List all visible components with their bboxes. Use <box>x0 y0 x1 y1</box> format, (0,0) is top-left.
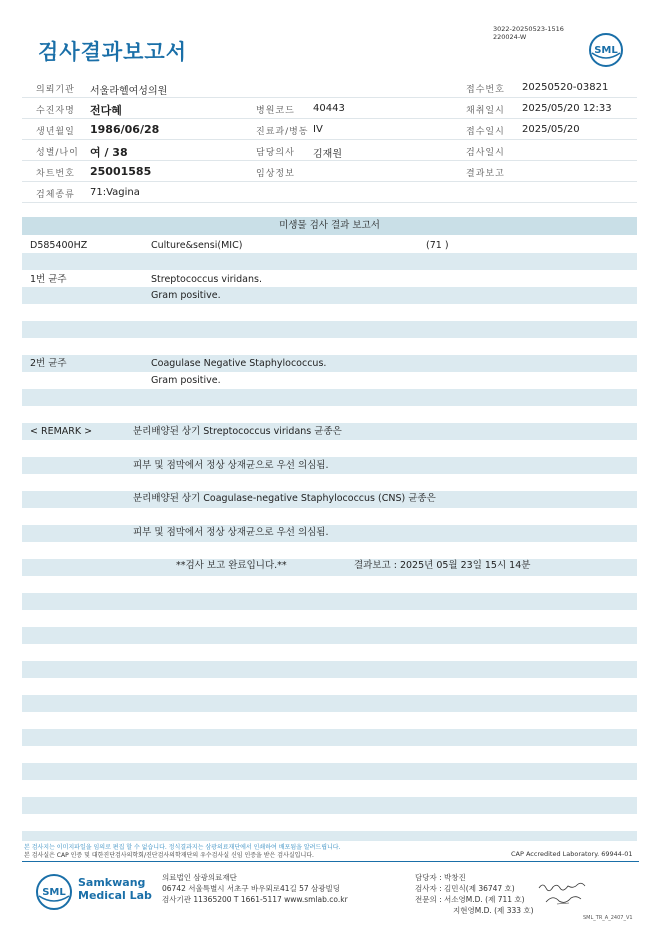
organism1-label: 1번 균주 <box>30 274 67 285</box>
clinical-info-label: 임상정보 <box>256 169 295 179</box>
organism2-name: Coagulase Negative Staphylococcus. <box>151 358 327 369</box>
remark-line: 분리배양된 상기 Coagulase-negative Staphylococcus (CNS) 균종은 <box>133 493 436 504</box>
staff-specialist: 전문의 : 서소영M.D. (제 711 호) <box>415 895 525 904</box>
test-number: (71 ) <box>426 240 449 251</box>
completion-notice: **검사 보고 완료입니다.** <box>176 560 287 571</box>
lab-contact: 검사기관 11365200 T 1661-5117 www.smlab.co.kr <box>162 895 348 904</box>
department-value: IV <box>313 124 323 135</box>
form-code: SML_TR_A_2407_V1 <box>583 915 633 921</box>
signature-icon <box>543 892 583 906</box>
brand-line2: Medical Lab <box>78 889 152 902</box>
info-row <box>22 183 637 203</box>
band-row <box>22 525 637 542</box>
band-row <box>22 763 637 780</box>
band-row <box>22 729 637 746</box>
band-row <box>22 253 637 270</box>
sml-logo-icon <box>589 33 623 67</box>
receipt-number-value: 20250520-03821 <box>522 82 609 93</box>
staff-manager: 담당자 : 박창진 <box>415 873 466 882</box>
accreditation-note: 본 검사실은 CAP 인증 및 대한진단검사의학회/진단검사의학재단의 우수검사실 신임 인증을 받은 검사실입니다. <box>24 852 314 859</box>
doctor-value: 김재원 <box>313 149 342 160</box>
band-row <box>22 559 637 576</box>
band-row <box>22 389 637 406</box>
sml-footer-logo-text: SML <box>42 887 66 898</box>
organism2-label: 2번 균주 <box>30 358 67 369</box>
chart-number-value: 25001585 <box>90 165 152 178</box>
report-label: 결과보고 <box>466 169 505 179</box>
birth-date-label: 생년월일 <box>36 127 75 137</box>
sml-logo-text: SML <box>594 45 618 56</box>
section-header: 미생물 검사 결과 보고서 <box>22 217 637 235</box>
receipt-number-label: 접수번호 <box>466 85 505 95</box>
document-id-line2: 220024-W <box>493 33 527 41</box>
info-row <box>22 162 637 182</box>
department-label: 진료과/병동 <box>256 127 309 137</box>
organism1-name: Streptococcus viridans. <box>151 274 262 285</box>
remark-label: < REMARK > <box>30 426 93 437</box>
remark-line: 피부 및 점막에서 정상 상재균으로 우선 의심됨. <box>133 460 329 471</box>
specimen-value: 71:Vagina <box>90 187 140 198</box>
info-row <box>22 99 637 119</box>
disclaimer-note: 본 검사지는 이미지파일을 임의로 편집 할 수 없습니다. 정식결과지는 삼광의료재단에서 인쇄하여 배포됨을 알려드립니다. <box>24 844 341 851</box>
lab-address-block <box>162 872 348 905</box>
exam-date-label: 검사일시 <box>466 148 505 158</box>
doctor-label: 담당의사 <box>256 148 295 158</box>
band-row <box>22 593 637 610</box>
institution-value: 서울라헬여성의원 <box>90 86 168 97</box>
document-id <box>493 25 564 41</box>
institution-label: 의뢰기관 <box>36 85 75 95</box>
sml-footer-logo-icon <box>36 874 72 910</box>
organism1-gram: Gram positive. <box>151 290 221 301</box>
remark-line: 분리배양된 상기 Streptococcus viridans 균종은 <box>133 426 342 437</box>
test-name: Culture&sensi(MIC) <box>151 240 243 251</box>
lab-address: 06742 서울특별시 서초구 바우뫼로41길 57 삼광빌딩 <box>162 884 341 893</box>
organism2-gram: Gram positive. <box>151 375 221 386</box>
receipt-date-label: 접수일시 <box>466 127 505 137</box>
test-code: D585400HZ <box>30 240 88 251</box>
info-row <box>22 141 637 161</box>
band-row <box>22 797 637 814</box>
specimen-label: 검체종류 <box>36 190 75 200</box>
staff-block <box>415 872 534 916</box>
receipt-date-value: 2025/05/20 <box>522 124 580 135</box>
hospital-code-value: 40443 <box>313 103 345 114</box>
brand-name <box>78 876 152 902</box>
band-row <box>22 457 637 474</box>
collection-time-label: 채취일시 <box>466 106 505 116</box>
band-row <box>22 831 637 841</box>
info-row <box>22 78 637 98</box>
collection-time-value: 2025/05/20 12:33 <box>522 103 612 114</box>
staff-examiner: 검사자 : 김민식(제 36747 호) <box>415 884 515 893</box>
report-title: 검사결과보고서 <box>38 40 188 64</box>
footer-divider <box>22 861 639 862</box>
report-timestamp: 결과보고 : 2025년 05월 23일 15시 14분 <box>354 560 531 571</box>
patient-name-label: 수진자명 <box>36 106 75 116</box>
chart-number-label: 차트번호 <box>36 169 75 179</box>
hospital-code-label: 병원코드 <box>256 106 295 116</box>
brand-line1: Samkwang <box>78 876 146 889</box>
signature-icon <box>537 880 587 892</box>
staff-specialist2: 지현영M.D. (제 333 호) <box>453 906 534 915</box>
band-row <box>22 355 637 372</box>
band-row <box>22 695 637 712</box>
band-row <box>22 661 637 678</box>
band-row <box>22 321 637 338</box>
document-id-line1: 3022-20250523-1516 <box>493 25 564 33</box>
remark-line: 피부 및 점막에서 정상 상재균으로 우선 의심됨. <box>133 527 329 538</box>
band-row <box>22 287 637 304</box>
cap-accreditation: CAP Accredited Laboratory. 69944-01 <box>511 850 633 858</box>
band-row <box>22 627 637 644</box>
birth-date-value: 1986/06/28 <box>90 123 160 136</box>
lab-name: 의료법인 삼광의료재단 <box>162 873 237 882</box>
info-row <box>22 120 637 140</box>
sex-age-label: 성별/나이 <box>36 148 79 158</box>
patient-name-value: 전다혜 <box>90 104 122 117</box>
sex-age-value: 여 / 38 <box>90 146 128 159</box>
